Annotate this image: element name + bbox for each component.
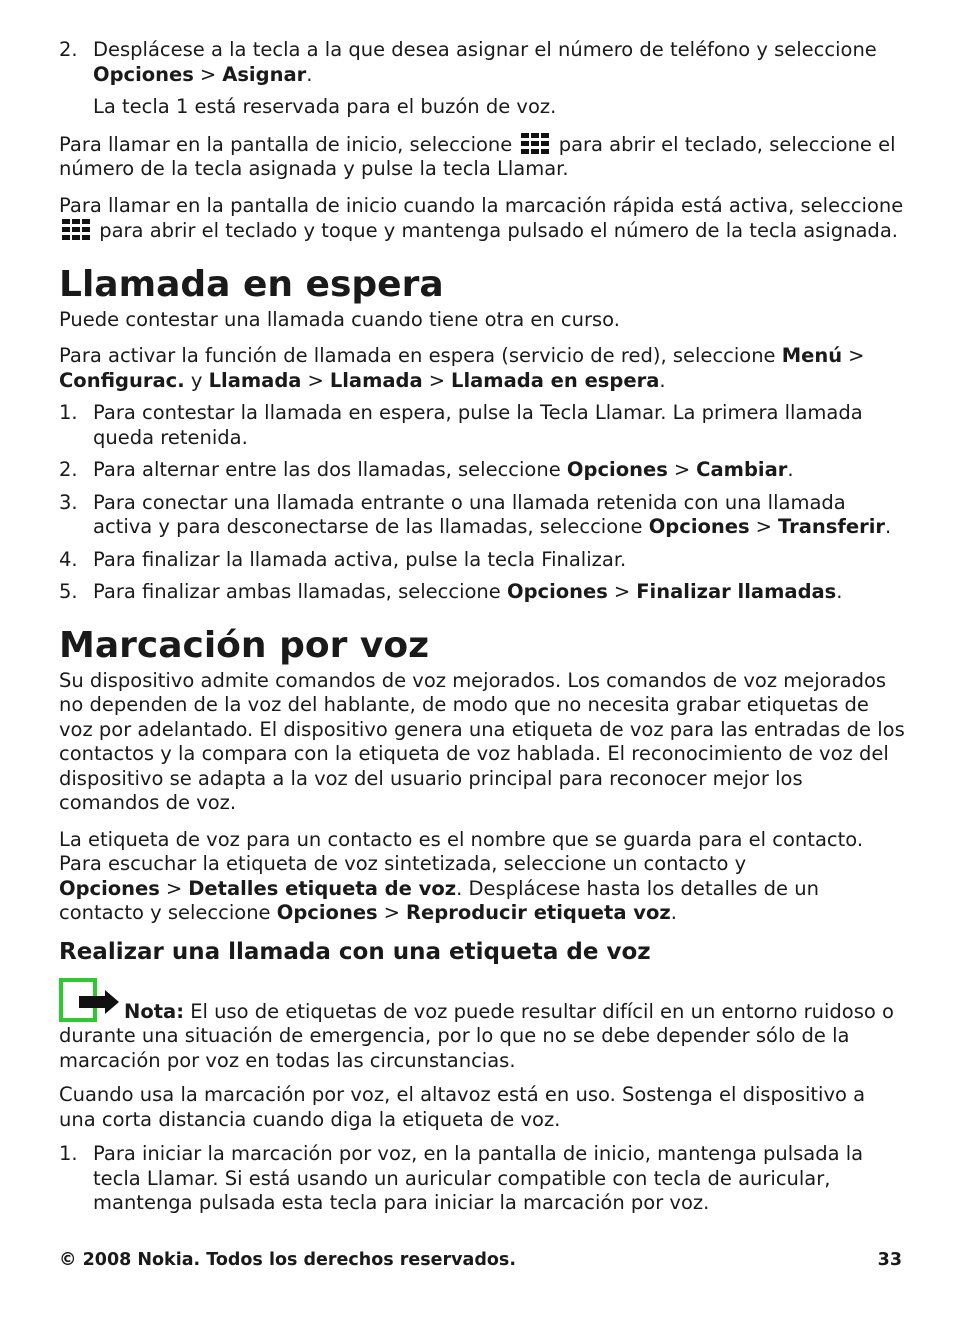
heading-call-waiting: Llamada en espera [59, 263, 444, 305]
list-item: 3. Para conectar una llamada entrante o una llamada retenida con una llamada activa y para desconectarse de las llamadas, seleccione Opciones > Transferir. [59, 490, 892, 538]
list-number: 1. [59, 401, 78, 424]
copyright: © 2008 Nokia. Todos los derechos reservados. [59, 1250, 516, 1270]
call-waiting-intro: Puede contestar una llamada cuando tiene otra en curso. [59, 307, 620, 331]
paragraph-call: Para llamar en la pantalla de inicio, seleccione para abrir el teclado, seleccione el número de la tecla asignada y pulse la tecla Llamar. [59, 132, 896, 180]
page-footer [59, 1250, 902, 1270]
voice-tag-paragraph: La etiqueta de voz para un contacto es el nombre que se guarda para el contacto. Para escuchar la etiqueta de voz sintetizada, seleccione un contacto y Opciones > Detalles etiqueta de voz. Desplácese hasta los detalles de un contacto y seleccione Opciones > Reproducir etiqueta voz. [59, 827, 864, 924]
note-icon [59, 978, 121, 1024]
note-paragraph: Nota: El uso de etiquetas de voz puede resultar difícil en un entorno ruidoso o durante una situación de emergencia, por lo que no se debe depender sólo de la marcación por voz en todas las circunstancias. [59, 978, 905, 1074]
list-number: 3. [59, 490, 78, 514]
paragraph-speed-dial: Para llamar en la pantalla de inicio cuando la marcación rápida está activa, seleccione para abrir el teclado y toque y mantenga pulsado el número de la tecla asignada. [59, 193, 904, 242]
list-number: 4. [59, 547, 78, 571]
list-item: 2. Para alternar entre las dos llamadas, seleccione Opciones > Cambiar. [59, 458, 794, 481]
document-page [59, 38, 905, 1224]
heading-voice-dialing: Marcación por voz [59, 624, 430, 666]
list-item: 4. Para finalizar la llamada activa, pulse la tecla Finalizar. [59, 547, 627, 571]
list-number: 2. [59, 458, 78, 481]
list-item-assign: 2. Desplácese a la tecla a la que desea asignar el número de teléfono y seleccione Opciones > Asignar. [59, 38, 877, 86]
list-item: 1. Para iniciar la marcación por voz, en la pantalla de inicio, mantenga pulsada la tecla Llamar. Si está usando un auricular compatible con tecla de auricular, mantenga pulsada esta tecla para iniciar la marcación por voz. [59, 1142, 864, 1214]
keypad-icon [520, 132, 550, 156]
reserved-note: La tecla 1 está reservada para el buzón de voz. [93, 95, 557, 118]
list-number: 2. [59, 38, 78, 61]
speaker-paragraph: Cuando usa la marcación por voz, el altavoz está en uso. Sostenga el dispositivo a una corta distancia cuando diga la etiqueta de voz. [59, 1083, 866, 1131]
list-number: 5. [59, 580, 78, 603]
list-number: 1. [59, 1142, 78, 1165]
page-number: 33 [877, 1250, 902, 1270]
call-waiting-activate: Para activar la función de llamada en espera (servicio de red), seleccione Menú > Configurac. y Llamada > Llamada > Llamada en espera. [59, 344, 865, 392]
list-item: 5. Para finalizar ambas llamadas, seleccione Opciones > Finalizar llamadas. [59, 580, 843, 603]
voice-intro: Su dispositivo admite comandos de voz mejorados. Los comandos de voz mejorados no dependen de la voz del hablante, de modo que no necesita grabar etiquetas de voz por adelantado. El dispositivo genera una etiqueta de voz para las entradas de los contactos y la compara con la etiqueta de voz hablada. El reconocimiento de voz del dispositivo se adapta a la voz del usuario principal para reconocer mejor los comandos de voz. [59, 668, 905, 814]
list-item: 1. Para contestar la llamada en espera, pulse la Tecla Llamar. La primera llamada queda retenida. [59, 401, 863, 449]
keypad-icon [61, 218, 91, 242]
heading-tag-call: Realizar una llamada con una etiqueta de voz [59, 938, 651, 965]
